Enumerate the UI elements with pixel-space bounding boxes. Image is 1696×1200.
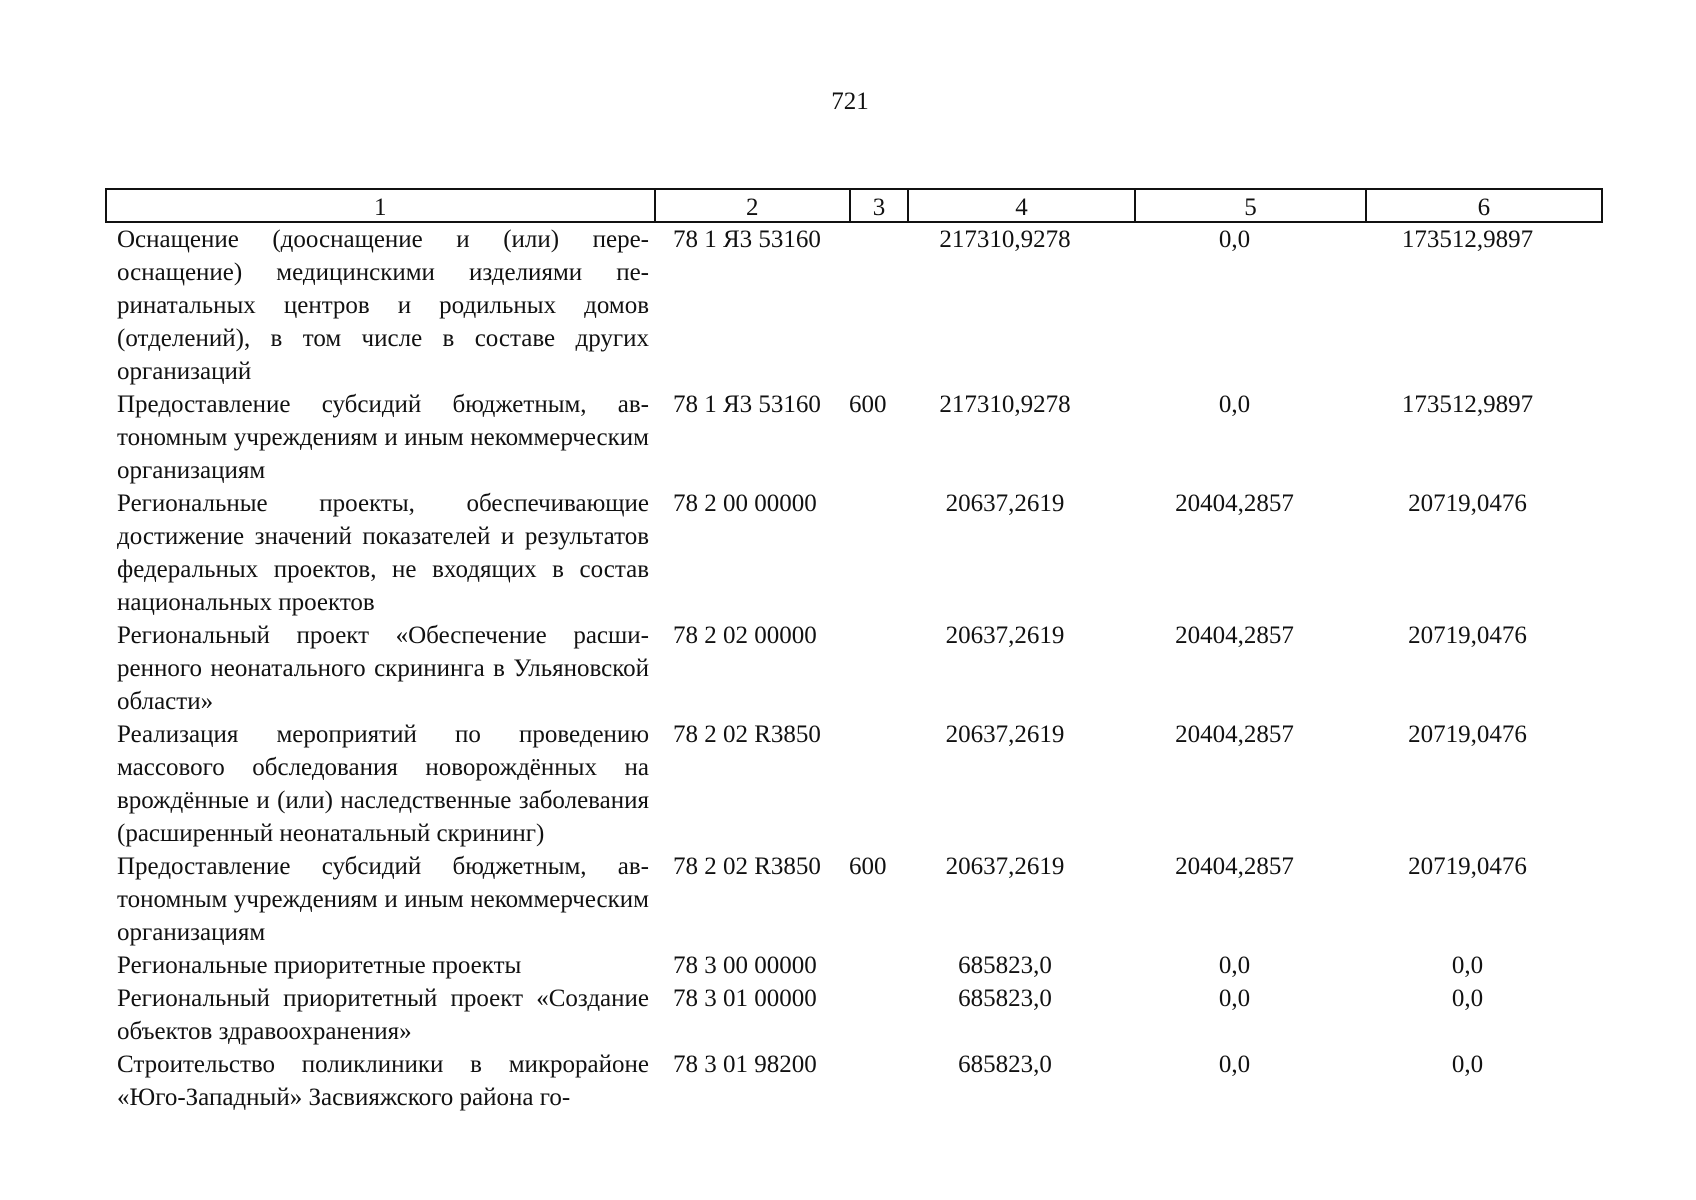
row-code: 78 2 02 R3850 [673, 721, 821, 748]
header-col-6: 6 [1477, 193, 1491, 221]
row-value-col6: 20719,0476 [1408, 490, 1527, 517]
row-value-col6: 0,0 [1451, 952, 1484, 979]
row-value-col5: 0,0 [1218, 226, 1251, 253]
row-value-col6: 173512,9897 [1401, 391, 1534, 418]
table-row [105, 718, 1603, 850]
row-expense-type [845, 223, 891, 388]
row-expense-type: 600 [849, 853, 887, 880]
row-value-col6: 20719,0476 [1408, 622, 1527, 649]
header-col-3: 3 [851, 190, 909, 221]
row-value-col4: 685823,0 [958, 952, 1052, 979]
row-expense-type [845, 718, 891, 850]
row-value-col5: 20404,2857 [1175, 490, 1294, 517]
row-name: Предоставление субсидий бюджетным, автономным учреждениям и иным некоммерческим организациям [117, 391, 649, 484]
row-code: 78 3 01 98200 [673, 1051, 817, 1078]
row-name: Предоставление субсидий бюджетным, автономным учреждениям и иным некоммерческим организациям [117, 853, 649, 946]
row-code: 78 3 00 00000 [673, 952, 817, 979]
row-expense-type [845, 1048, 891, 1114]
row-name: Строительство поликлиники в микрорайоне «Юго-Западный» Засвияжского района го- [117, 1051, 649, 1111]
row-value-col6: 20719,0476 [1408, 853, 1527, 880]
row-value-col6: 20719,0476 [1408, 721, 1527, 748]
header-col-2: 2 [656, 190, 851, 221]
table-row [105, 619, 1603, 718]
table-row [105, 1048, 1603, 1114]
row-value-col4: 685823,0 [958, 985, 1052, 1012]
page-number: 721 [831, 88, 869, 115]
table-row [105, 982, 1603, 1048]
row-value-col4: 20637,2619 [945, 721, 1065, 748]
row-code: 78 1 Я3 53160 [673, 391, 821, 418]
row-value-col4: 685823,0 [958, 1051, 1052, 1078]
row-expense-type [845, 982, 891, 1048]
row-value-col5: 0,0 [1218, 391, 1251, 418]
header-col-4: 4 [909, 190, 1136, 221]
row-code: 78 3 01 00000 [673, 985, 817, 1012]
row-value-col5: 20404,2857 [1175, 622, 1294, 649]
table-header [105, 188, 1603, 223]
row-value-col6: 173512,9897 [1401, 226, 1534, 253]
row-value-col4: 20637,2619 [945, 490, 1065, 517]
row-value-col5: 0,0 [1218, 1051, 1251, 1078]
row-value-col4: 20637,2619 [945, 853, 1065, 880]
row-name: Реализация мероприятий по проведению массового обследования новорождённых на врождённые и (или) наследственные заболевания (расширенный неонатальный скрининг) [117, 721, 649, 847]
table-row [105, 949, 1603, 982]
row-code: 78 1 Я3 53160 [673, 226, 821, 253]
header-col-5: 5 [1136, 190, 1366, 221]
table-row [105, 850, 1603, 949]
row-name: Региональные проекты, обеспечивающие достижение значений показателей и результатов федеральных проектов, не входящих в состав национальных проектов [117, 490, 649, 616]
table-row [105, 487, 1603, 619]
row-value-col6: 0,0 [1451, 1051, 1484, 1078]
row-name: Региональный проект «Обеспечение расширенного неонатального скрининга в Ульяновской области» [117, 622, 649, 715]
row-value-col5: 20404,2857 [1175, 721, 1294, 748]
row-value-col6: 0,0 [1451, 985, 1484, 1012]
row-name: Региональные приоритетные проекты [117, 952, 522, 979]
table-row [105, 388, 1603, 487]
budget-table [105, 188, 1603, 1114]
row-name: Оснащение (дооснащение и (или) переоснащение) медицинскими изделиями перинатальных центров и родильных домов (отделений), в том числе в составе других организаций [117, 226, 649, 385]
row-code: 78 2 02 R3850 [673, 853, 821, 880]
row-expense-type: 600 [849, 391, 887, 418]
row-value-col4: 20637,2619 [945, 622, 1065, 649]
row-expense-type [845, 619, 891, 718]
row-expense-type [845, 487, 891, 619]
row-code: 78 2 02 00000 [673, 622, 817, 649]
row-expense-type [845, 949, 891, 982]
row-value-col4: 217310,9278 [939, 391, 1071, 418]
row-value-col5: 0,0 [1218, 952, 1251, 979]
row-value-col5: 0,0 [1218, 985, 1251, 1012]
table-row [105, 223, 1603, 388]
row-name: Региональный приоритетный проект «Создание объектов здравоохранения» [117, 985, 649, 1045]
header-col-1: 1 [107, 190, 656, 221]
row-code: 78 2 00 00000 [673, 490, 817, 517]
row-value-col4: 217310,9278 [939, 226, 1071, 253]
row-value-col5: 20404,2857 [1175, 853, 1294, 880]
